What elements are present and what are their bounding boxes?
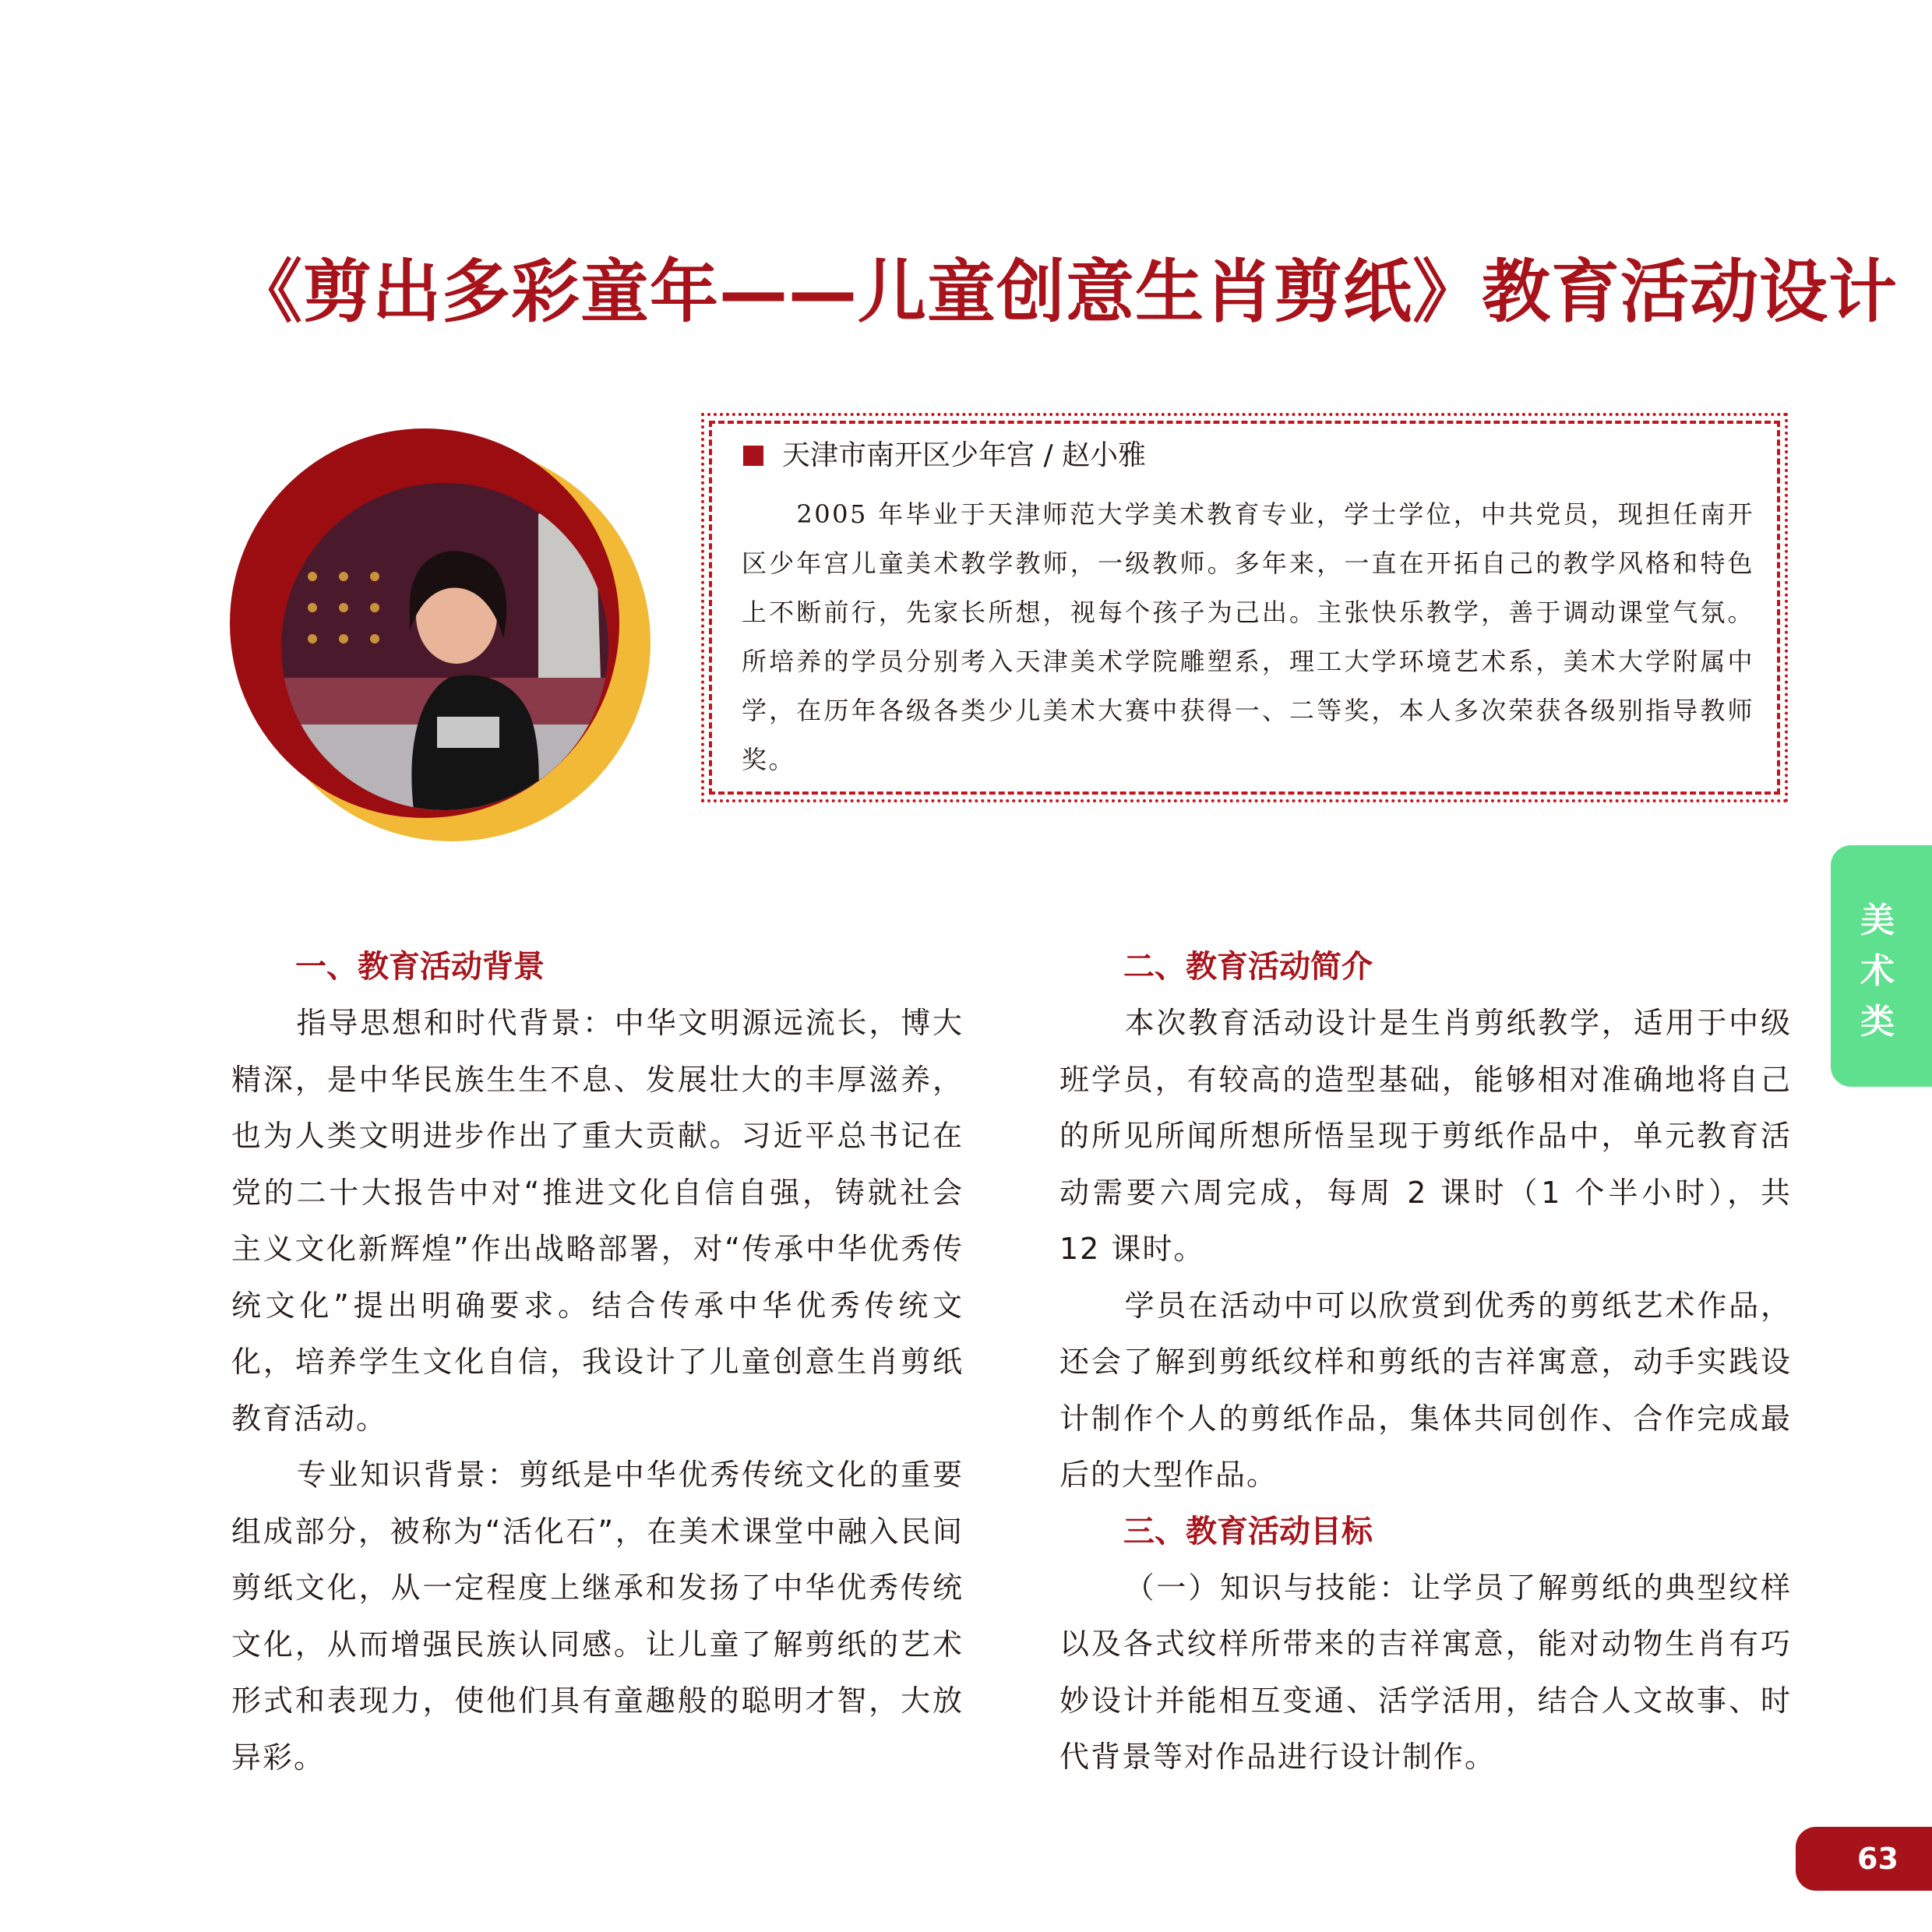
article-title: 《剪出多彩童年——儿童创意生肖剪纸》教育活动设计 [234,252,1899,332]
category-side-tab [1831,845,1932,1087]
right-column [1059,939,1792,1786]
square-bullet-icon [743,446,763,466]
paragraph-activity-intro: 本次教育活动设计是生肖剪纸教学，适用于中级班学员，有较高的造型基础，能够相对准确地将自己的所见所闻所想所悟呈现于剪纸作品中，单元教育活动需要六周完成，每周 2 课时（1 个半小时），共 12 课时。 [1059,1006,1792,1266]
page-number: 63 [1796,1827,1932,1891]
section-heading-goals: 三、教育活动目标 [1123,1513,1373,1549]
author-photo-frame [230,428,666,841]
paragraph-guiding-ideology: 指导思想和时代背景：中华文明源远流长，博大精深，是中华民族生生不息、发展壮大的丰厚滋养，也为人类文明进步作出了重大贡献。习近平总书记在党的二十大报告中对“推进文化自信自强，铸就社会主义文化新辉煌”作出战略部署，对“传承中华优秀传统文化”提出明确要求。结合传承中华优秀传统文化，培养学生文化自信，我设计了儿童创意生肖剪纸教育活动。 [231,1006,964,1436]
paragraph-activity-content: 学员在活动中可以欣赏到优秀的剪纸艺术作品，还会了解到剪纸纹样和剪纸的吉祥寓意，动手实践设计制作个人的剪纸作品，集体共同创作、合作完成最后的大型作品。 [1059,1288,1792,1492]
portrait-illustration [281,483,608,810]
author-bio-box [701,413,1788,802]
author-portrait [281,483,608,810]
author-byline: 天津市南开区少年宫 / 赵小雅 [782,439,1147,471]
author-byline-row [743,433,1146,473]
paragraph-knowledge-skills: （一）知识与技能：让学员了解剪纸的典型纹样以及各式纹样所带来的吉祥寓意，能对动物生肖有巧妙设计并能相互变通、活学活用，结合人文故事、时代背景等对作品进行设计制作。 [1059,1570,1792,1774]
section-heading-introduction: 二、教育活动简介 [1123,949,1373,985]
section-heading-background: 一、教育活动背景 [295,949,545,985]
paragraph-professional-background: 专业知识背景：剪纸是中华优秀传统文化的重要组成部分，被称为“活化石”，在美术课堂中融入民间剪纸文化，从一定程度上继承和发扬了中华优秀传统文化，从而增强民族认同感。让儿童了解剪纸的艺术形式和表现力，使他们具有童趣般的聪明才智，大放异彩。 [231,1458,964,1775]
side-tab-char: 术 [1860,951,1895,991]
author-bio: 2005 年毕业于天津师范大学美术教育专业，学士学位，中共党员，现担任南开区少年宫儿童美术教学教师，一级教师。多年来，一直在开拓自己的教学风格和特色上不断前行，先家长所想，视每个孩子为己出。主张快乐教学，善于调动课堂气氛。所培养的学员分别考入天津美术学院雕塑系，理工大学环境艺术系，美术大学附属中学，在历年各级各类少儿美术大赛中获得一、二等奖，本人多次荣获各级别指导教师奖。 [742,499,1754,774]
side-tab-char: 美 [1860,901,1895,940]
side-tab-char: 类 [1860,1002,1895,1042]
left-column [231,939,964,1786]
